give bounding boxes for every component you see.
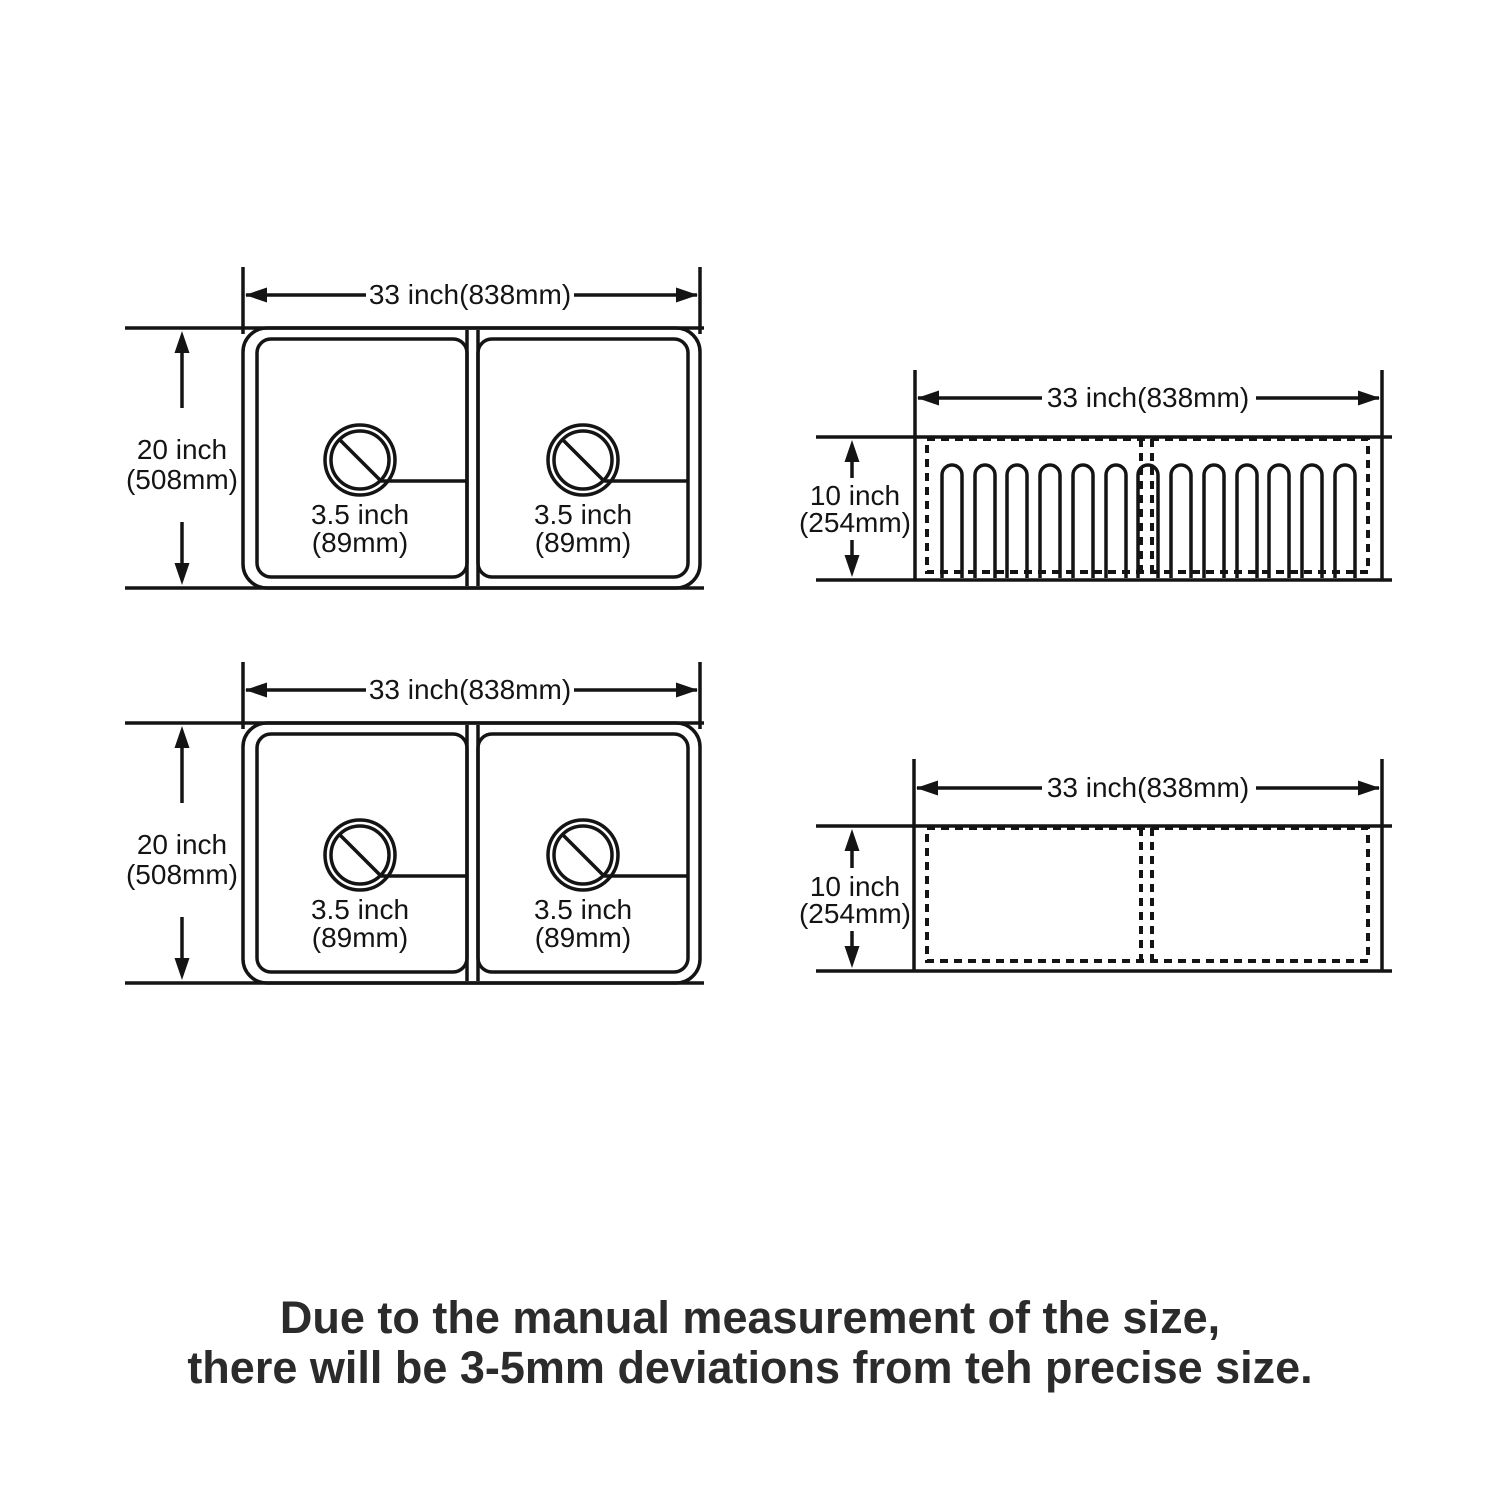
drain-size-label-line1: 3.5 inch bbox=[310, 894, 410, 925]
height-dimension bbox=[799, 826, 1392, 971]
width-dimension-label: 33 inch(838mm) bbox=[368, 279, 572, 310]
width-dimension-label: 33 inch(838mm) bbox=[1046, 382, 1250, 413]
width-dimension bbox=[915, 370, 1382, 580]
arrow-down-icon bbox=[845, 946, 860, 968]
disclaimer-caption-line1: Due to the manual measurement of the size, bbox=[279, 1292, 1221, 1343]
drain-size-label-line2: (89mm) bbox=[534, 922, 632, 953]
drain-size-label-line1: 3.5 inch bbox=[310, 499, 410, 530]
drain-size-label-line2: (89mm) bbox=[311, 922, 409, 953]
width-dimension bbox=[914, 759, 1382, 971]
sink-top-view-diagram bbox=[100, 645, 740, 995]
height-dimension-label-line1: 20 inch bbox=[136, 434, 228, 465]
arrow-left-icon bbox=[245, 683, 267, 698]
drain-size-label-line2: (89mm) bbox=[311, 527, 409, 558]
arrow-right-icon bbox=[676, 288, 698, 303]
arrow-right-icon bbox=[676, 683, 698, 698]
apron-flutes bbox=[942, 465, 1355, 578]
width-dimension-label: 33 inch(838mm) bbox=[1046, 772, 1250, 803]
height-dimension-label-line2: (254mm) bbox=[798, 507, 912, 538]
height-dimension-label-line2: (508mm) bbox=[125, 859, 239, 890]
arrow-up-icon bbox=[845, 829, 860, 851]
arrow-down-icon bbox=[175, 958, 190, 980]
height-dimension-label-line1: 10 inch bbox=[809, 871, 901, 902]
disclaimer-caption bbox=[0, 1293, 1500, 1393]
arrow-down-icon bbox=[175, 563, 190, 585]
arrow-up-icon bbox=[845, 440, 860, 462]
disclaimer-caption-line2: there will be 3-5mm deviations from teh precise size. bbox=[187, 1342, 1313, 1393]
arrow-down-icon bbox=[845, 555, 860, 577]
drain-size-label-line1: 3.5 inch bbox=[533, 499, 633, 530]
drain-size-label-line1: 3.5 inch bbox=[533, 894, 633, 925]
arrow-right-icon bbox=[1358, 391, 1380, 406]
arrow-up-icon bbox=[175, 331, 190, 353]
drain-size-label-line2: (89mm) bbox=[534, 527, 632, 558]
hidden-bowl-outline bbox=[927, 828, 1368, 961]
drain-right bbox=[534, 820, 688, 953]
arrow-left-icon bbox=[917, 391, 939, 406]
arrow-left-icon bbox=[916, 781, 938, 796]
drain-right bbox=[534, 425, 688, 558]
arrow-right-icon bbox=[1358, 781, 1380, 796]
height-dimension-label-line2: (508mm) bbox=[125, 464, 239, 495]
sink-top-view-diagram bbox=[100, 250, 740, 600]
height-dimension-label-line1: 20 inch bbox=[136, 829, 228, 860]
drain-left bbox=[311, 425, 467, 558]
width-dimension bbox=[243, 662, 700, 729]
sink-front-view-plain-diagram bbox=[780, 750, 1420, 990]
drain-left bbox=[311, 820, 467, 953]
arrow-left-icon bbox=[245, 288, 267, 303]
sink-front-view-fluted-diagram bbox=[780, 355, 1420, 605]
arrow-up-icon bbox=[175, 726, 190, 748]
width-dimension bbox=[243, 267, 700, 334]
height-dimension-label-line1: 10 inch bbox=[809, 480, 901, 511]
height-dimension-label-line2: (254mm) bbox=[798, 898, 912, 929]
width-dimension-label: 33 inch(838mm) bbox=[368, 674, 572, 705]
